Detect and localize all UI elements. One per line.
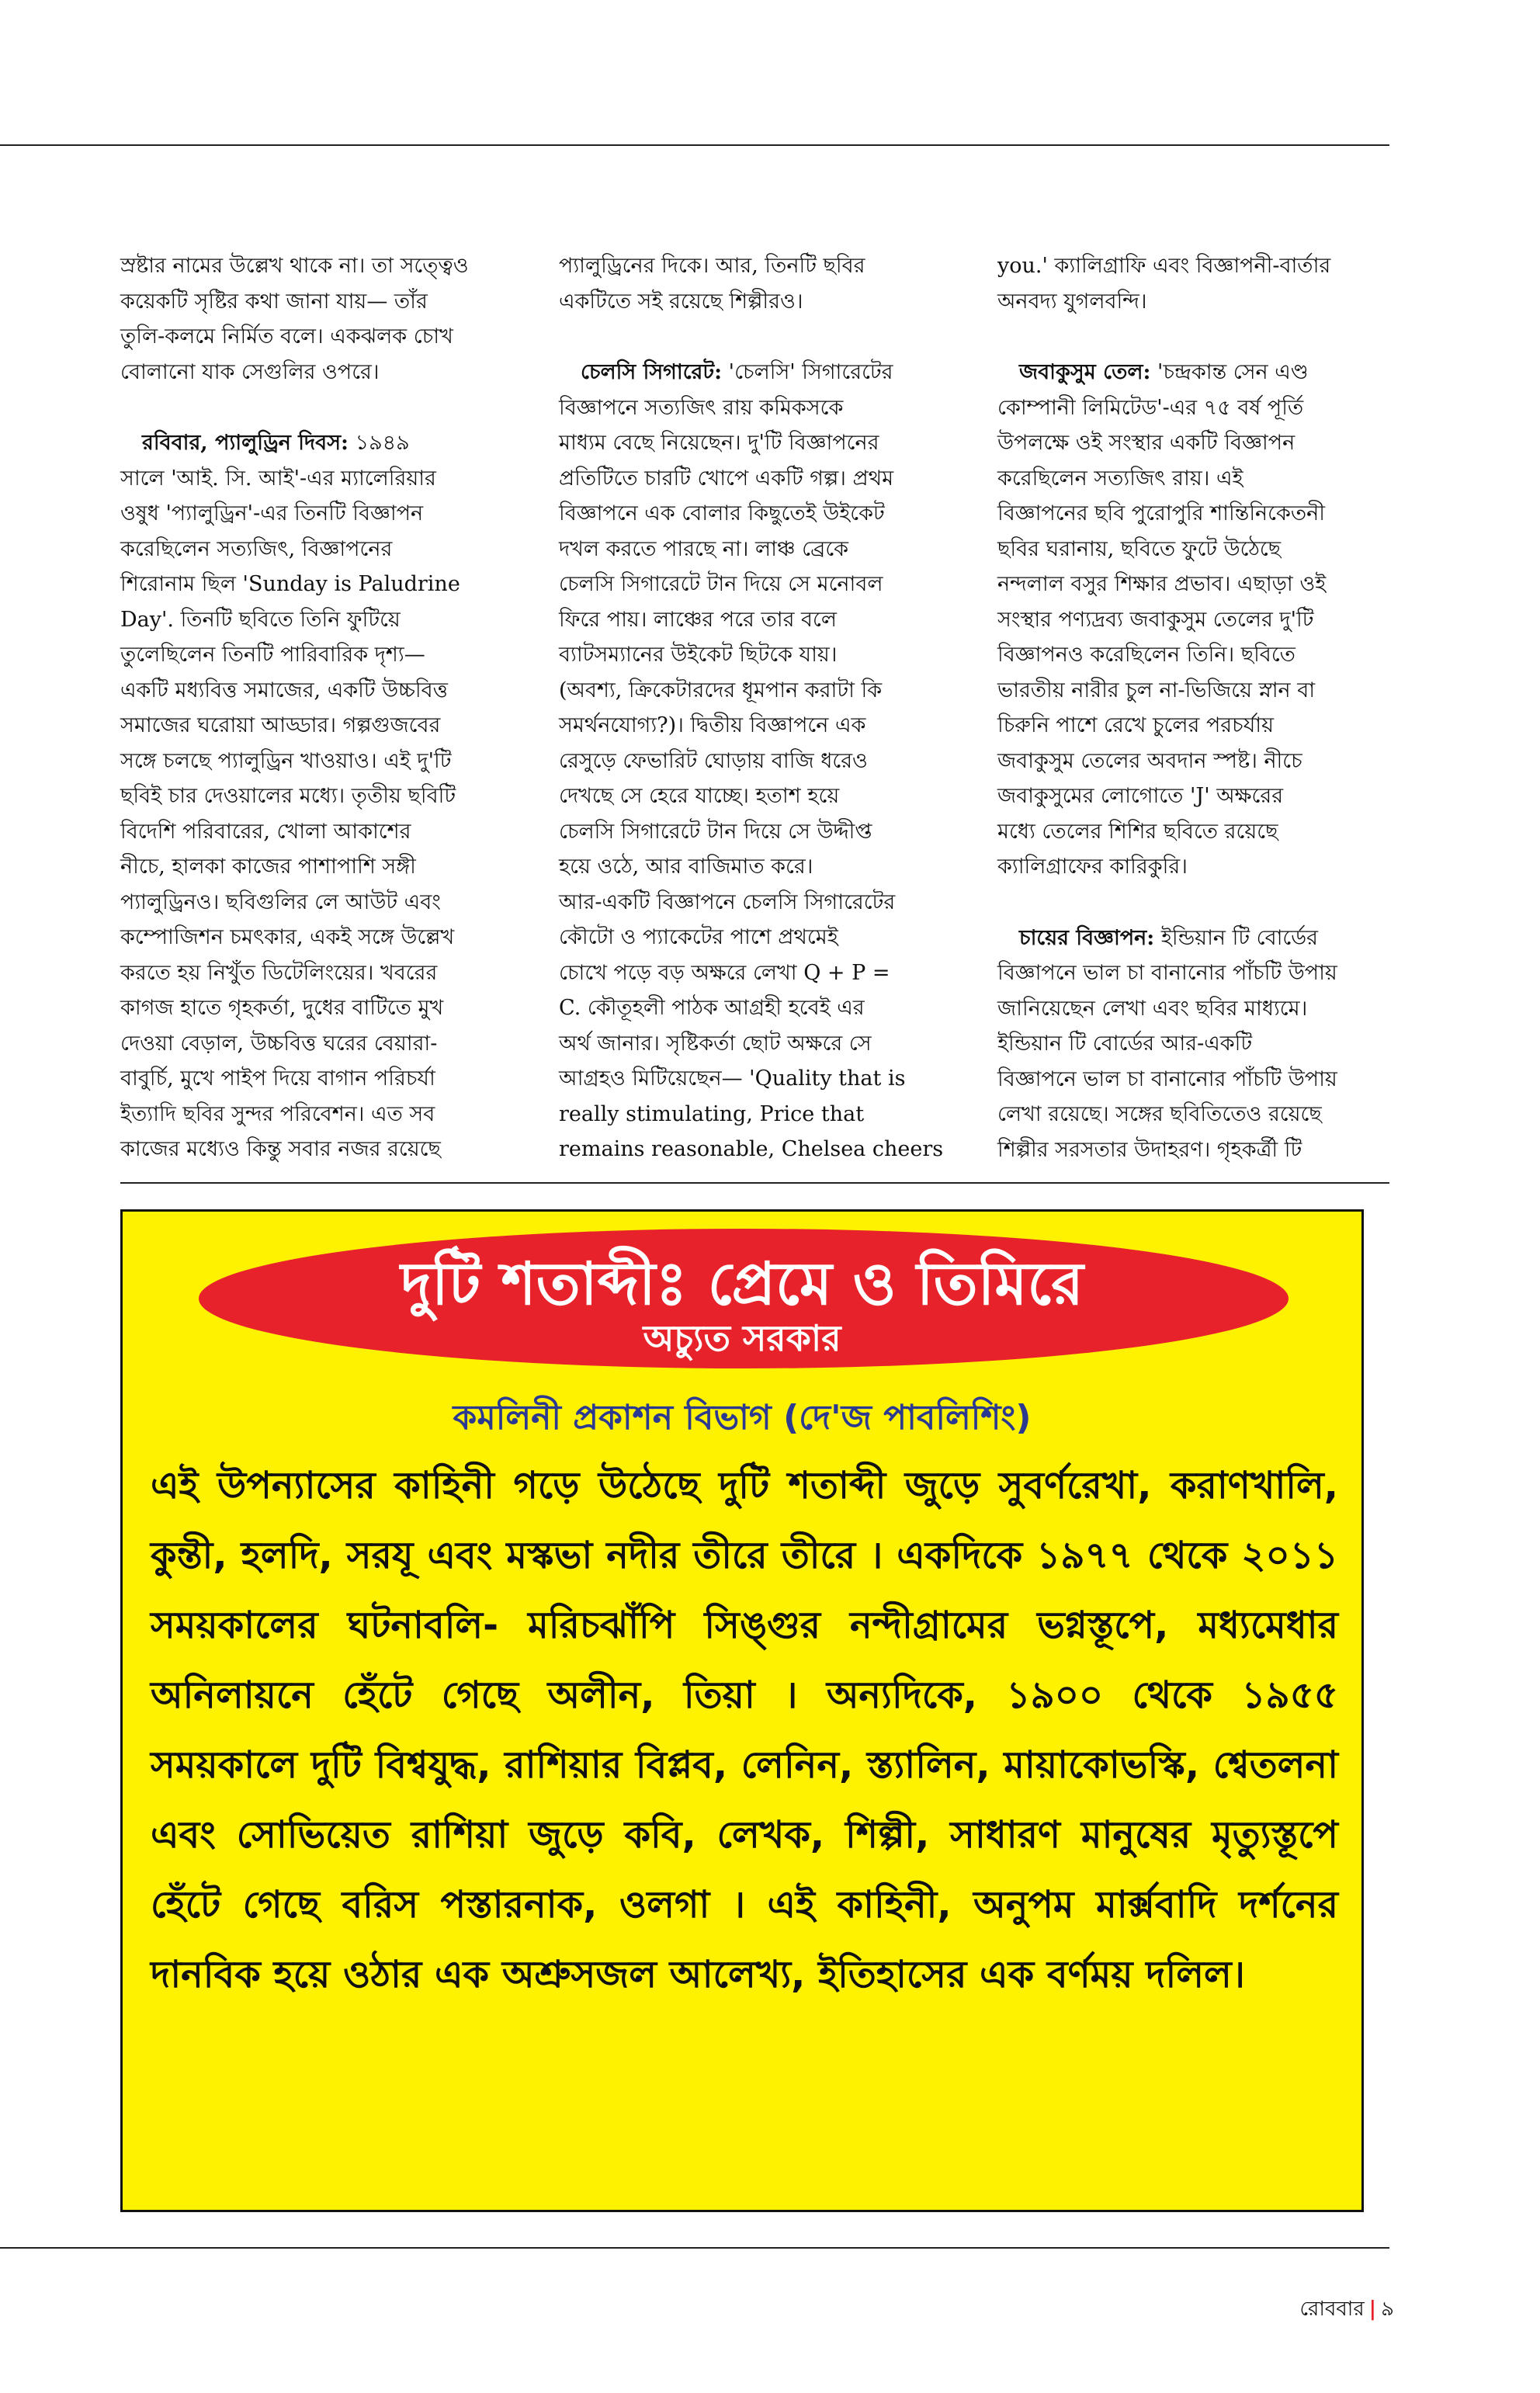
text-run: ইন্ডিয়ান টি বোর্ডের (1154, 925, 1318, 950)
text-line: ইন্ডিয়ান টি বোর্ডের আর-একটি (997, 1032, 1253, 1056)
text-line: ফিরে পায়। লাঞ্চের পরে তার বলে (559, 607, 837, 632)
article-column-3 (997, 248, 1413, 1167)
text-line: দেওয়া বেড়াল, উচ্চবিত্ত ঘরের বেয়ারা- (120, 1031, 438, 1056)
text-line: বিজ্ঞাপনে এক বোলার কিছুতেই উইকেট (559, 501, 885, 525)
section-heading-line (997, 355, 1413, 390)
text-line: ব্যাটসম্যানের উইকেট ছিটকে যায়। (559, 643, 838, 667)
text-line: প্যালুড্রিনের দিকে। আর, তিনটি ছবির (559, 254, 865, 278)
text-line: হয়ে ওঠে, আর বাজিমাত করে। (559, 855, 813, 879)
mid-rule (120, 1182, 1389, 1184)
text-line: বোলানো যাক সেগুলির ওপরে। (120, 359, 380, 384)
publisher-name: কমলিনী প্রকাশন বিভাগ (দে'জ পাবলিশিং) (453, 1398, 1032, 1438)
text-line: করেছিলেন সত্যজিৎ রায়। এই (997, 466, 1243, 491)
text-line: দখল করতে পারছে না। লাঞ্চ ব্রেকে (559, 536, 849, 561)
text-line: চেলসি সিগারেটে টান দিয়ে সে মনোবল (559, 572, 883, 596)
book-author: অচ্যুত সরকার (643, 1317, 841, 1359)
text-line: ভারতীয় নারীর চুল না-ভিজিয়ে স্নান বা (997, 678, 1316, 702)
text-line: মাধ্যম বেছে নিয়েছেন। দু'টি বিজ্ঞাপনের (559, 431, 879, 455)
text-line: প্রতিটিতে চারটি খোপে একটি গল্প। প্রথম (559, 466, 894, 491)
text-line: সংস্থার পণ্যদ্রব্য জবাকুসুম তেলের দু'টি (997, 607, 1314, 632)
text-line: নীচে, হালকা কাজের পাশাপাশি সঙ্গী (120, 855, 416, 879)
section-heading-tea: চায়ের বিজ্ঞাপন: (1019, 925, 1155, 950)
text-line: মধ্যে তেলের শিশির ছবিতে রয়েছে (997, 819, 1278, 844)
article-column-2 (559, 248, 975, 1167)
text-line: একটিতে সই রয়েছে শিল্পীরও। (559, 289, 803, 314)
book-title: দুটি শতাব্দীঃ প্রেমে ও তিমিরে (401, 1249, 1084, 1318)
text-line: বিজ্ঞাপনের ছবি পুরোপুরি শান্তিনিকেতনী (997, 501, 1326, 525)
paragraph-gap (559, 319, 975, 355)
paragraph-gap (997, 319, 1413, 355)
text-line: তুলি-কলমে নির্মিত বলে। একঝলক চোখ (120, 324, 453, 349)
text-line: কম্পোজিশন চমৎকার, একই সঙ্গে উল্লেখ (120, 925, 455, 949)
section-heading-line (120, 425, 536, 461)
text-line: ওষুধ 'প্যালুড্রিন'-এর তিনটি বিজ্ঞাপন (120, 501, 424, 525)
text-line: লেখা রয়েছে। সঙ্গের ছবিতিতেও রয়েছে (997, 1102, 1322, 1126)
text-line: বাবুর্চি, মুখে পাইপ দিয়ে বাগান পরিচর্যা (120, 1066, 435, 1091)
text-line: চিরুনি পাশে রেখে চুলের পরচর্যায় (997, 713, 1274, 737)
bottom-rule (0, 2247, 1389, 2249)
page-footer (1299, 2293, 1394, 2327)
text-line: কয়েকটি সৃষ্টির কথা জানা যায়— তাঁর (120, 289, 428, 314)
text-line: একটি মধ্যবিত্ত সমাজের, একটি উচ্চবিত্ত (120, 678, 448, 702)
text-line: you.' ক্যালিগ্রাফি এবং বিজ্ঞাপনী-বার্তার (997, 254, 1331, 278)
text-line: সঙ্গে চলছে প্যালুড্রিন খাওয়াও। এই দু'টি (120, 748, 452, 773)
text-line: নন্দলাল বসুর শিক্ষার প্রভাব। এছাড়া ওই (997, 572, 1327, 596)
text-line: বিজ্ঞাপনে সত্যজিৎ রায় কমিকসকে (559, 395, 844, 420)
paragraph-gap (120, 390, 536, 425)
text-line: চেলসি সিগারেটে টান দিয়ে সে উদ্দীপ্ত (559, 819, 872, 844)
text-line: অনবদ্য যুগলবন্দি। (997, 289, 1147, 314)
text-line: শিরোনাম ছিল 'Sunday is Paludrine (120, 572, 460, 596)
text-line: আগ্রহও মিটিয়েছেন— 'Quality that is (559, 1066, 906, 1091)
text-line: স্রষ্টার নামের উল্লেখ থাকে না। তা সত্ত্বেও (120, 254, 469, 278)
text-line: বিজ্ঞাপনে ভাল চা বানানোর পাঁচটি উপায় (997, 961, 1337, 985)
text-line: বিজ্ঞাপনে ভাল চা বানানোর পাঁচটি উপায় (997, 1066, 1337, 1091)
section-heading-chelsea: চেলসি সিগারেট: (581, 360, 723, 384)
text-line: উপলক্ষে ওই সংস্থার একটি বিজ্ঞাপন (997, 431, 1295, 455)
text-line: করতে হয় নিখুঁত ডিটেলিংয়ের। খবরের (120, 960, 438, 985)
text-line: আর-একটি বিজ্ঞাপনে চেলসি সিগারেটের (559, 890, 896, 914)
text-line: সমর্থনযোগ্য?)। দ্বিতীয় বিজ্ঞাপনে এক (559, 713, 866, 737)
text-run: 'চন্দ্রকান্ত সেন এণ্ড (1150, 360, 1309, 384)
book-advertisement (120, 1209, 1364, 2212)
text-line: ছবির ঘরানায়, ছবিতে ফুটে উঠেছে (997, 536, 1282, 561)
text-line: অর্থ জানার। সৃষ্টিকর্তা ছোট অক্ষরে সে (559, 1031, 872, 1056)
text-line: করেছিলেন সত্যজিৎ, বিজ্ঞাপনের (120, 536, 393, 561)
text-line: সমাজের ঘরোয়া আড্ডার। গল্পগুজবের (120, 713, 441, 737)
text-run: 'চেলসি' সিগারেটের (722, 360, 893, 384)
text-line: কাজের মধ্যেও কিন্তু সবার নজর রয়েছে (120, 1137, 441, 1161)
text-line: (অবশ্য, ক্রিকেটারদের ধূমপান করাটা কি (559, 678, 883, 702)
top-rule (0, 144, 1389, 146)
text-line: ক্যালিগ্রাফের কারিকুরি। (997, 855, 1188, 879)
footer-separator: | (1368, 2298, 1377, 2321)
section-heading-paludrine: রবিবার, প্যালুড্রিন দিবস: (142, 431, 349, 455)
text-line: তুলেছিলেন তিনটি পারিবারিক দৃশ্য— (120, 643, 425, 667)
article-column-1 (120, 248, 536, 1167)
text-line: C. কৌতূহলী পাঠক আগ্রহী হবেই এর (559, 996, 865, 1020)
section-heading-line (997, 921, 1413, 956)
text-line: কাগজ হাতে গৃহকর্তা, দুধের বাটিতে মুখ (120, 996, 444, 1020)
text-line: চোখে পড়ে বড় অক্ষরে লেখা Q + P = (559, 960, 890, 985)
text-run: ১৯৪৯ (349, 431, 410, 455)
text-line: সালে 'আই. সি. আই'-এর ম্যালেরিয়ার (120, 466, 436, 491)
text-line: রেসুড়ে ফেভারিট ঘোড়ায় বাজি ধরেও (559, 748, 868, 773)
text-line: বিজ্ঞাপনও করেছিলেন তিনি। ছবিতে (997, 643, 1295, 667)
text-line: ছবিই চার দেওয়ালের মধ্যে। তৃতীয় ছবিটি (120, 784, 456, 808)
text-line: জানিয়েছেন লেখা এবং ছবির মাধ্যমে। (997, 996, 1308, 1021)
paragraph-gap (997, 885, 1413, 921)
text-line: জবাকুসুমের লোগোতে 'J' অক্ষরের (997, 784, 1284, 808)
text-line: জবাকুসুম তেলের অবদান স্পষ্ট। নীচে (997, 748, 1302, 773)
book-blurb: এই উপন্যাসের কাহিনী গড়ে উঠেছে দুটি শতাব্দী জুড়ে সুবর্ণরেখা, করাণখালি, কুন্তী, হলদি, সরযূ এবং মস্কভা নদীর তীরে তীরে । একদিকে ১৯৭৭ থেকে ২০১১ সময়কালের ঘটনাবলি- মরিচঝাঁপি সিঙ্গুর নন্দীগ্রামের ভগ্নস্তূপে, মধ্যমেধার অনিলায়নে হেঁটে গেছে অলীন, তিয়া । অন্যদিকে, ১৯০০ থেকে ১৯৫৫ সময়কালে দুটি বিশ্বযুদ্ধ, রাশিয়ার বিপ্লব, লেনিন, স্ত্যালিন, মায়াকোভস্কি, শ্বেতলনা এবং সোভিয়েত রাশিয়া জুড়ে কবি, লেখক, শিল্পী, সাধারণ মানুষের মৃত্যুস্তূপে হেঁটে গেছে বরিস পস্তারনাক, ওলগা । এই কাহিনী, অনুপম মার্ক্সবাদি দর্শনের দানবিক হয়ে ওঠার এক অশ্রুসজল আলেখ্য, ইতিহাসের এক বর্ণময় দলিল। (151, 1464, 1338, 1996)
text-line: remains reasonable, Chelsea cheers (559, 1137, 944, 1161)
text-line: শিল্পীর সরসতার উদাহরণ। গৃহকর্ত্রী টি (997, 1137, 1302, 1162)
text-line: কোম্পানী লিমিটেড'-এর ৭৫ বর্ষ পূর্তি (997, 395, 1304, 420)
text-line: দেখছে সে হেরে যাচ্ছে। হতাশ হয়ে (559, 784, 840, 808)
text-line: কৌটো ও প্যাকেটের পাশে প্রথমেই (559, 925, 838, 949)
page-number: ৯ (1381, 2298, 1394, 2321)
magazine-name: রোববার (1299, 2298, 1365, 2321)
section-heading-jabakusum: জবাকুসুম তেল: (1019, 360, 1151, 384)
text-line: Day'. তিনটি ছবিতে তিনি ফুটিয়ে (120, 607, 401, 632)
text-line: প্যালুড্রিনও। ছবিগুলির লে আউট এবং (120, 890, 441, 914)
text-line: ইত্যাদি ছবির সুন্দর পরিবেশন। এত সব (120, 1101, 435, 1126)
text-line: really stimulating, Price that (559, 1101, 865, 1126)
text-line: বিদেশি পরিবারের, খোলা আকাশের (120, 819, 411, 844)
section-heading-line (559, 355, 975, 390)
